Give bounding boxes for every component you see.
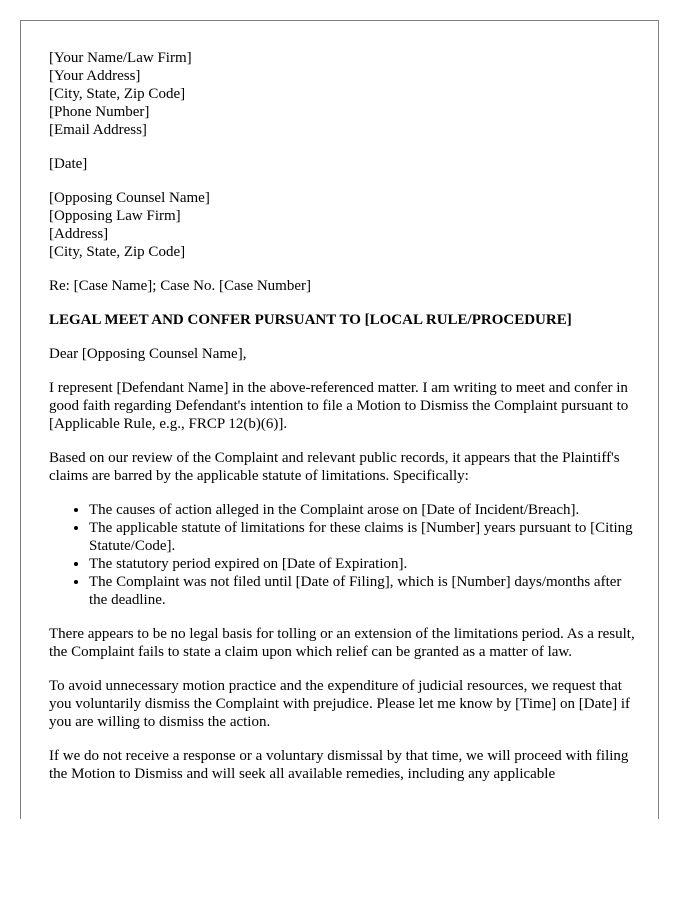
letter-content <box>49 49 639 799</box>
recipient-name: [Opposing Counsel Name] <box>49 190 210 206</box>
body-paragraph-4: To avoid unnecessary motion practice and the expenditure of judicial resources, we request that you voluntarily dismiss the Complaint with prejudice. Please let me know by [Time] on [Date] if you are willing to dismiss the action. <box>49 678 631 730</box>
limitations-list <box>49 501 639 609</box>
sender-address: [Your Address] <box>49 68 141 84</box>
recipient-city: [City, State, Zip Code] <box>49 244 186 260</box>
body-paragraph-2: Based on our review of the Complaint and relevant public records, it appears that the Plaintiff's claims are barred by the applicable statute of limitations. Specifically: <box>49 450 620 484</box>
body-paragraph-3: There appears to be no legal basis for tolling or an extension of the limitations period. As a result, the Complaint fails to state a claim upon which relief can be granted as a matter of law. <box>49 626 635 660</box>
salutation: Dear [Opposing Counsel Name], <box>49 346 247 362</box>
body-paragraph-1: I represent [Defendant Name] in the above-referenced matter. I am writing to meet and confer in good faith regarding Defendant's intention to file a Motion to Dismiss the Complaint pursuant to [Applicable Rule, e.g., FRCP 12(b)(6)]. <box>49 380 629 432</box>
sender-block <box>49 49 639 139</box>
recipient-firm: [Opposing Law Firm] <box>49 208 181 224</box>
list-item: • The Complaint was not filed until [Date of Filing], which is [Number] days/months after the deadline. <box>89 573 639 609</box>
list-item: • The statutory period expired on [Date of Expiration]. <box>89 555 639 573</box>
body-paragraph-5: If we do not receive a response or a voluntary dismissal by that time, we will proceed with filing the Motion to Dismiss and will seek all available remedies, including any applicable <box>49 748 629 782</box>
sender-email: [Email Address] <box>49 122 147 138</box>
recipient-address: [Address] <box>49 226 109 242</box>
date-block <box>49 155 639 173</box>
sender-city: [City, State, Zip Code] <box>49 86 186 102</box>
recipient-block <box>49 189 639 261</box>
re-line: Re: [Case Name]; Case No. [Case Number] <box>49 278 312 294</box>
letter-page <box>20 20 659 819</box>
sender-phone: [Phone Number] <box>49 104 150 120</box>
list-item: • The applicable statute of limitations for these claims is [Number] years pursuant to [Citing Statute/Code]. <box>89 519 639 555</box>
letter-date: [Date] <box>49 156 88 172</box>
sender-name: [Your Name/Law Firm] <box>49 50 192 66</box>
list-item: • The causes of action alleged in the Complaint arose on [Date of Incident/Breach]. <box>89 501 639 519</box>
letter-heading: LEGAL MEET AND CONFER PURSUANT TO [LOCAL RULE/PROCEDURE] <box>49 312 572 328</box>
